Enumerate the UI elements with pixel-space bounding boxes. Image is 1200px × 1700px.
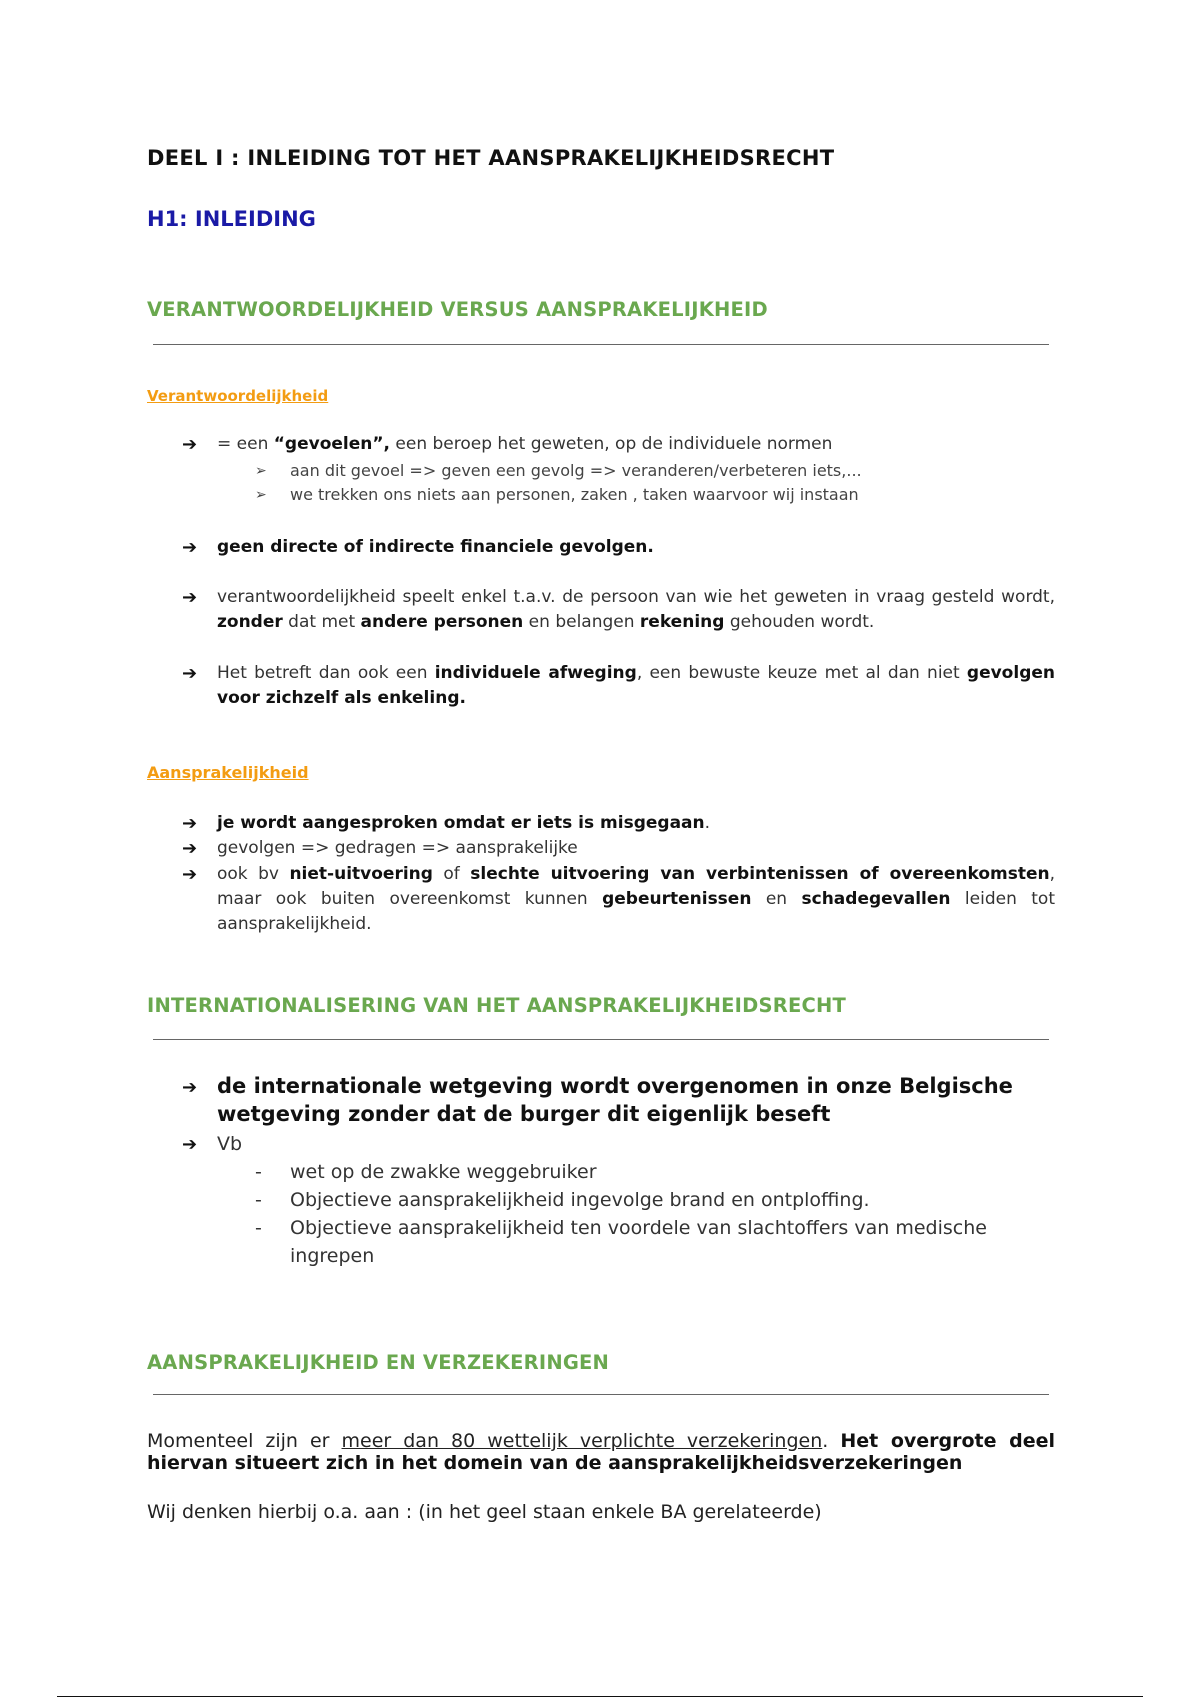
section-divider [153, 344, 1049, 345]
footer-divider [57, 1696, 1143, 1697]
section-heading-aansprakelijkheid-en-verzekeringen: AANSPRAKELIJKHEID EN VERZEKERINGEN [147, 1351, 610, 1374]
arrow-bullet-icon: ➔ [182, 537, 198, 558]
square-bullet-icon: ➢ [255, 487, 267, 503]
list-item: ➔ gevolgen => gedragen => aansprakelijke [182, 838, 578, 859]
list-item: ➔ Het betreft dan ook een individuele afweging, een bewuste keuze met al dan niet gevolgen voor zichzelf als enkeling. [182, 663, 1055, 708]
subheading-aansprakelijkheid: Aansprakelijkheid [147, 763, 309, 782]
arrow-bullet-icon: ➔ [182, 1134, 198, 1155]
arrow-bullet-icon: ➔ [182, 587, 198, 608]
section-divider [153, 1039, 1049, 1040]
section-heading-internationalisering: INTERNATIONALISERING VAN HET AANSPRAKELIJKHEIDSRECHT [147, 994, 847, 1017]
list-item: ➔ geen directe of indirecte financiele gevolgen. [182, 537, 654, 558]
arrow-bullet-icon: ➔ [182, 663, 198, 684]
arrow-bullet-icon: ➔ [182, 434, 198, 455]
arrow-bullet-icon: ➔ [182, 813, 198, 834]
list-item: ➔ verantwoordelijkheid speelt enkel t.a.v. de persoon van wie het geweten in vraag gesteld wordt, zonder dat met andere personen en belangen rekening gehouden wordt. [182, 587, 1055, 632]
arrow-bullet-icon: ➔ [182, 864, 198, 885]
arrow-bullet-icon: ➔ [182, 1077, 198, 1098]
list-item: ➔ ook bv niet-uitvoering of slechte uitvoering van verbintenissen of overeenkomsten, maar ook buiten overeenkomst kunnen gebeurtenissen en schadegevallen leiden tot aansprakelijkheid. [182, 864, 1055, 934]
list-item: ➔ je wordt aangesproken omdat er iets is misgegaan. [182, 813, 711, 834]
chapter-heading: H1: INLEIDING [147, 207, 316, 231]
section-divider [153, 1394, 1049, 1395]
square-bullet-icon: ➢ [255, 463, 267, 479]
paragraph-verzekeringen: Momenteel zijn er meer dan 80 wettelijk verplichte verzekeringen. Het overgrote deel hiervan situeert zich in het domein van de aansprakelijkheidsverzekeringen [147, 1430, 1055, 1474]
paragraph-wij-denken: Wij denken hierbij o.a. aan : (in het geel staan enkele BA gerelateerde) [147, 1501, 822, 1523]
document-title: DEEL I : INLEIDING TOT HET AANSPRAKELIJKHEIDSRECHT [147, 146, 835, 170]
subheading-verantwoordelijkheid: Verantwoordelijkheid [147, 387, 329, 405]
arrow-bullet-icon: ➔ [182, 838, 198, 859]
list-item: ➔ de internationale wetgeving wordt overgenomen in onze Belgische wetgeving zonder dat de burger dit eigenlijk beseft [182, 1074, 1013, 1126]
list-item: ➔ Vb [182, 1133, 243, 1155]
list-item: ➔ = een “gevoelen”, een beroep het geweten, op de individuele normen [182, 434, 833, 455]
section-heading-verantwoordelijkheid-versus: VERANTWOORDELIJKHEID VERSUS AANSPRAKELIJKHEID [147, 298, 768, 321]
